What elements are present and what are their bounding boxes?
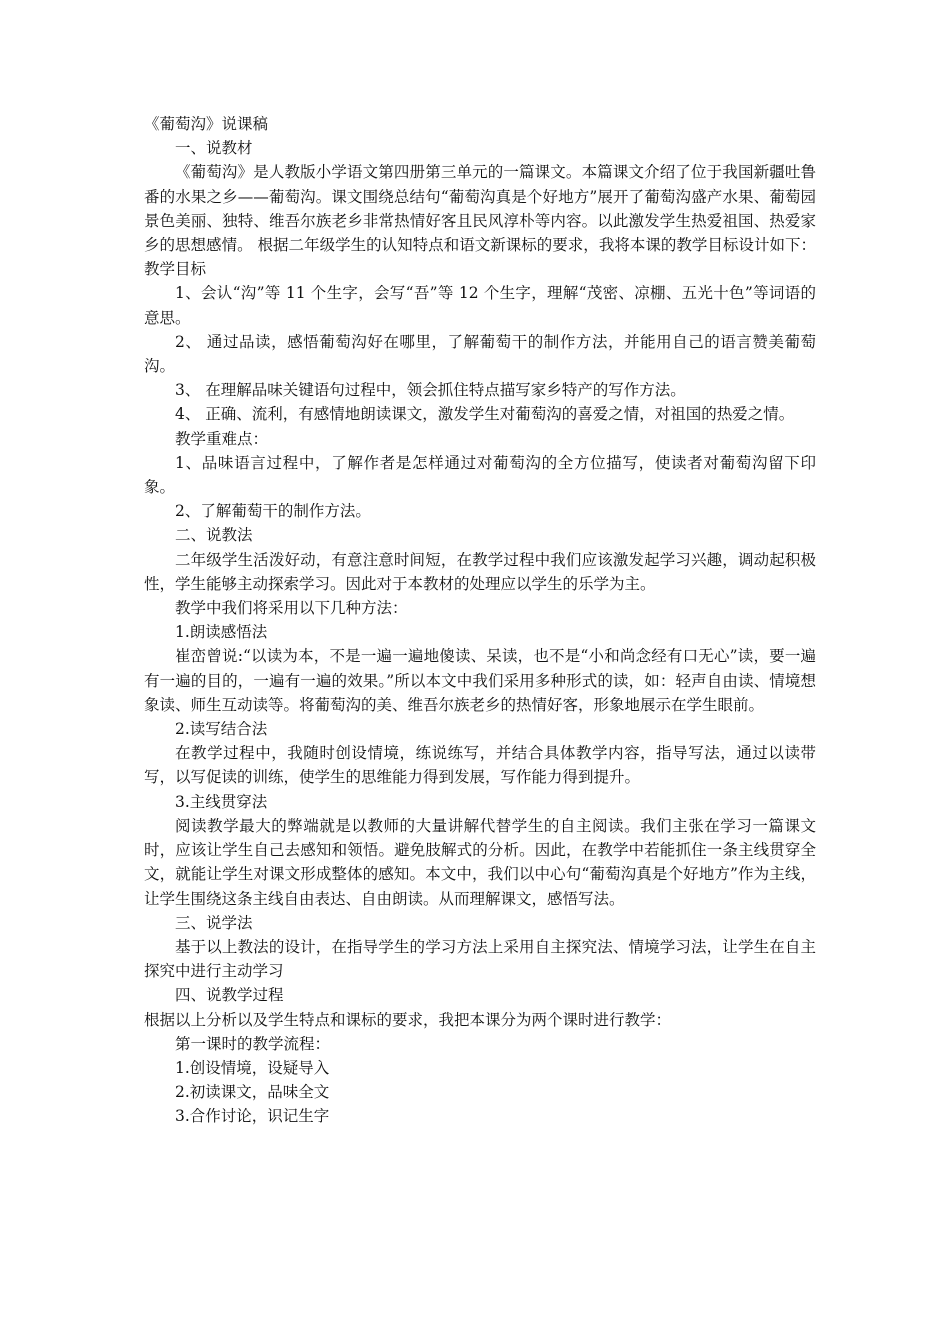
flow-item-1: 1.创设情境，设疑导入 (175, 1058, 330, 1077)
section-heading-learning: 三、说学法 (175, 913, 253, 932)
paragraph-materials: 《葡萄沟》是人教版小学语文第四册第三单元的一篇课文。本篇课文介绍了位于我国新疆吐鲁番的水果之乡——葡萄沟。课文围绕总结句“葡萄沟真是个好地方”展开了葡萄沟盛产水果、葡萄园景色美丽、独特、维吾尔族老乡非常热情好客且民风淳朴等内容。以此激发学生热爱祖国、热爱家乡的思想感情。 根据二年级学生的认知特点和语文新课标的要求，我将本课的教学目标设计如下： 教学目标 (144, 163, 816, 279)
section-heading-materials: 一、说教材 (175, 139, 253, 158)
flow-item-3: 3.合作讨论，识记生字 (175, 1107, 330, 1126)
goal-item-4: 4、 正确、流利，有感情地朗读课文，激发学生对葡萄沟的喜爱之情，对祖国的热爱之情。 (175, 405, 795, 424)
difficulty-heading: 教学重难点： (175, 429, 269, 448)
paragraph-methods-intro: 二年级学生活泼好动，有意注意时间短，在教学过程中我们应该激发起学习兴趣，调动起积极性，学生能够主动探索学习。因此对于本教材的处理应以学生的乐学为主。 (144, 550, 816, 593)
section-heading-process: 四、说教学过程 (175, 986, 284, 1005)
difficulty-item-1: 1、品味语言过程中，了解作者是怎样通过对葡萄沟的全方位描写，使读者对葡萄沟留下印象。 (144, 453, 816, 497)
paragraph-methods-list-intro: 教学中我们将采用以下几种方法： (175, 599, 408, 618)
document-page (144, 112, 816, 1129)
paragraph-learning: 基于以上教法的设计，在指导学生的学习方法上采用自主探究法、情境学习法，让学生在自主探究中进行主动学习 (144, 937, 816, 981)
flow-heading: 第一课时的教学流程： (175, 1034, 331, 1053)
goal-item-2: 2、 通过品读，感悟葡萄沟好在哪里，了解葡萄干的制作方法，并能用自己的语言赞美葡萄沟。 (144, 332, 816, 376)
paragraph-process: 根据以上分析以及学生特点和课标的要求，我把本课分为两个课时进行教学： (144, 1010, 672, 1029)
section-heading-methods: 二、说教法 (175, 526, 253, 545)
goal-item-3: 3、 在理解品味关键语句过程中，领会抓住特点描写家乡特产的写作方法。 (175, 381, 686, 400)
flow-item-2: 2.初读课文，品味全文 (175, 1083, 330, 1102)
difficulty-item-2: 2、了解葡萄干的制作方法。 (175, 502, 371, 521)
document-title: 《葡萄沟》说课稿 (144, 115, 269, 133)
method-heading-2: 2.读写结合法 (175, 720, 268, 739)
method-heading-1: 1.朗读感悟法 (175, 623, 268, 642)
method-text-3: 阅读教学最大的弊端就是以教师的大量讲解代替学生的自主阅读。我们主张在学习一篇课文时，应该让学生自己去感知和领悟。避免肢解式的分析。因此，在教学中若能抓住一条主线贯穿全文，就能让学生对课文形成整体的感知。本文中，我们以中心句“葡萄沟真是个好地方”作为主线，让学生围绕这条主线自由表达、自由朗读。从而理解课文，感悟写法。 (144, 816, 816, 908)
goal-item-1: 1、会认“沟”等 11 个生字，会写“吾”等 12 个生字，理解“茂密、凉棚、五光十色”等词语的意思。 (144, 284, 816, 327)
method-text-2: 在教学过程中，我随时创设情境，练说练写，并结合具体教学内容，指导写法，通过以读带写，以写促读的训练，使学生的思维能力得到发展，写作能力得到提升。 (144, 744, 816, 787)
method-heading-3: 3.主线贯穿法 (175, 792, 268, 811)
method-text-1: 崔峦曾说:“以读为本，不是一遍一遍地傻读、呆读，也不是“小和尚念经有口无心”读，要一遍有一遍的目的，一遍有一遍的效果。”所以本文中我们采用多种形式的读，如：轻声自由读、情境想象读、师生互动读等。将葡萄沟的美、维吾尔族老乡的热情好客，形象地展示在学生眼前。 (144, 647, 816, 714)
